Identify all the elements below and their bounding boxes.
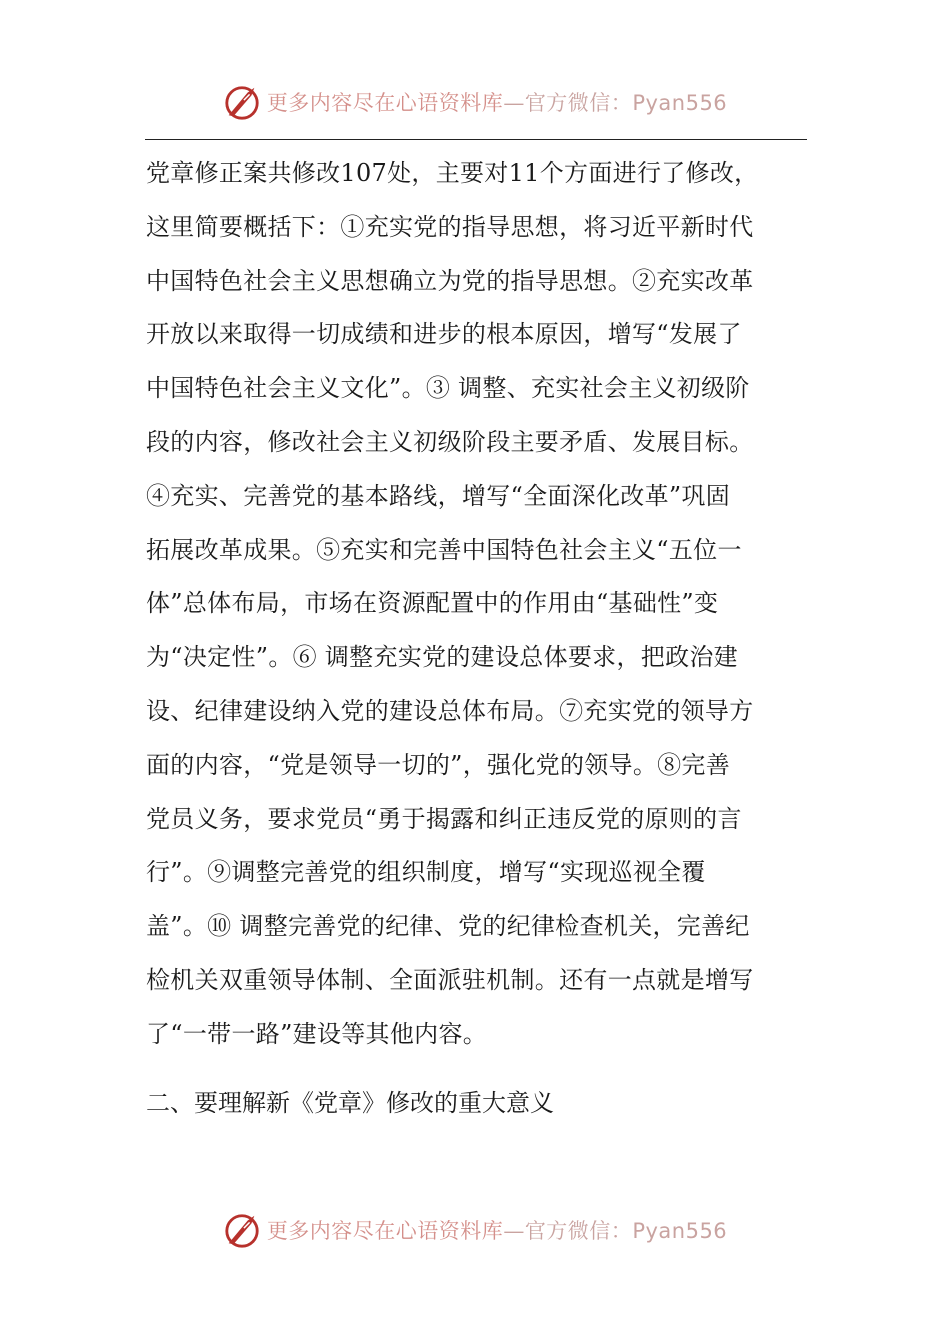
section-heading: 二、要理解新《党章》修改的重大意义 [146, 1089, 554, 1117]
header-separator: — [503, 91, 525, 115]
body-paragraph [146, 147, 806, 1062]
footer-banner [0, 1208, 950, 1252]
header-banner [0, 80, 950, 124]
header-divider [145, 139, 807, 140]
body-line: 中国特色社会主义思想确立为党的指导思想。②充实改革 [146, 266, 754, 295]
body-line: 体”总体布局，市场在资源配置中的作用由“基础性”变 [146, 589, 719, 618]
footer-banner-content [223, 1211, 727, 1249]
header-banner-content [223, 83, 727, 121]
body-line: 检机关双重领导体制、全面派驻机制。还有一点就是增写 [146, 965, 754, 994]
body-line: 了“一带一路”建设等其他内容。 [146, 1019, 488, 1048]
footer-brand-text: 更多内容尽在心语资料库 [266, 1219, 504, 1243]
body-line: 中国特色社会主义文化”。③ 调整、充实社会主义初级阶 [146, 374, 750, 403]
body-line: 面的内容，“党是领导一切的”，强化党的领导。⑧完善 [146, 750, 731, 779]
header-wechat-id: Pyan556 [632, 91, 728, 115]
body-line: 设、纪律建设纳入党的建设总体布局。⑦充实党的领导方 [146, 696, 754, 725]
footer-wechat-label: 官方微信： [524, 1219, 633, 1243]
body-line: ④充实、完善党的基本路线，增写“全面深化改革”巩固 [146, 481, 731, 510]
footer-banner-text [267, 1215, 727, 1245]
footer-wechat-id: Pyan556 [632, 1219, 728, 1243]
pen-nib-logo-icon [223, 1211, 261, 1249]
pen-nib-logo-icon [223, 83, 261, 121]
header-banner-text [267, 87, 727, 117]
body-line: 段的内容，修改社会主义初级阶段主要矛盾、发展目标。 [146, 427, 754, 456]
body-line: 行”。⑨调整完善党的组织制度，增写“实现巡视全覆 [146, 858, 706, 887]
body-line: 拓展改革成果。⑤充实和完善中国特色社会主义“五位一 [146, 535, 742, 564]
footer-separator: — [503, 1219, 525, 1243]
body-line: 这里简要概括下：①充实党的指导思想，将习近平新时代 [146, 212, 754, 241]
body-line: 党章修正案共修改107处，主要对11个方面进行了修改， [146, 159, 759, 187]
header-wechat-label: 官方微信： [524, 91, 633, 115]
body-line: 开放以来取得一切成绩和进步的根本原因，增写“发展了 [146, 320, 742, 349]
body-line: 为“决定性”。⑥ 调整充实党的建设总体要求，把政治建 [146, 643, 738, 672]
body-line: 盖”。⑩ 调整完善党的纪律、党的纪律检查机关，完善纪 [146, 912, 750, 941]
body-line: 党员义务，要求党员“勇于揭露和纠正违反党的原则的言 [146, 804, 742, 833]
header-brand-text: 更多内容尽在心语资料库 [266, 91, 504, 115]
